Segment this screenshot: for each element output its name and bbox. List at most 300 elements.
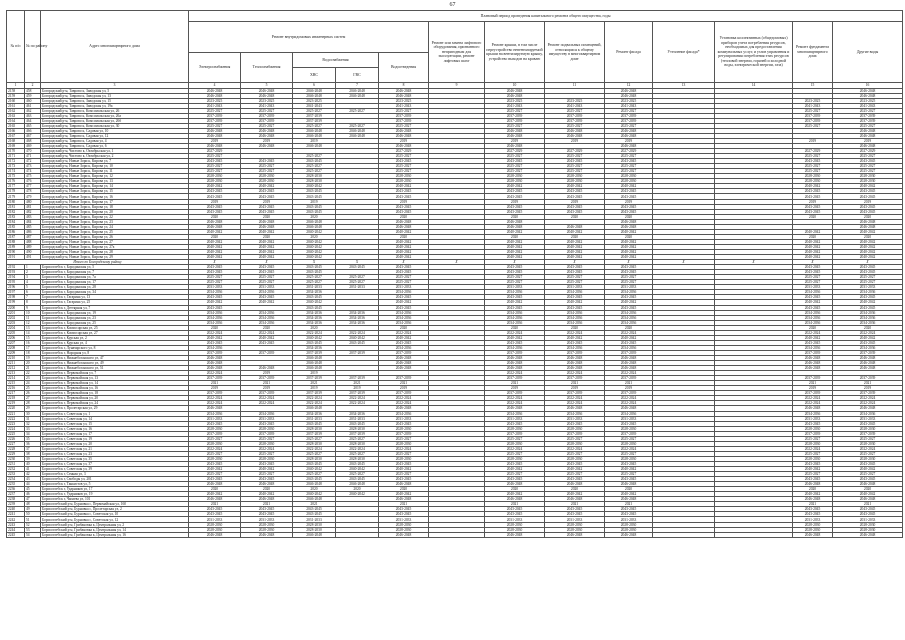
- period-cell: 2028-2030: [379, 179, 429, 184]
- period-cell: 2028-2030: [833, 522, 903, 527]
- period-cell: 2043-2045: [793, 265, 833, 270]
- row-number-cell: 2243: [7, 522, 25, 527]
- district-number-cell: 479: [25, 194, 41, 199]
- period-cell: 2020: [485, 214, 545, 219]
- period-cell: 2034-2036: [793, 320, 833, 325]
- period-cell: 2023-2025: [793, 98, 833, 103]
- period-cell: 2040-2042: [293, 184, 336, 189]
- period-cell: 2040-2042: [293, 255, 336, 260]
- address-cell: Богородский р-н, Новые Зори к, Кирова ул, 12: [41, 174, 189, 179]
- address-cell: Борисоглебск г, Нижнебоганского ул, 51: [41, 366, 189, 371]
- period-cell: 2040-2042: [336, 492, 379, 497]
- period-cell: 2046-2048: [293, 406, 336, 411]
- period-cell: 2046-2048: [241, 144, 293, 149]
- period-cell: 2031-2033: [293, 416, 336, 421]
- period-cell: 2040-2042: [189, 244, 241, 249]
- period-cell: 2043-2045: [241, 270, 293, 275]
- period-cell: 2028-2030: [485, 456, 545, 461]
- period-cell: 2028-2030: [485, 174, 545, 179]
- period-cell: 2022-2024: [189, 330, 241, 335]
- period-cell: 2040-2042: [545, 229, 605, 234]
- period-cell: 2020: [793, 234, 833, 239]
- period-cell: 2020: [793, 325, 833, 330]
- period-cell: 2043-2045: [485, 305, 545, 310]
- row-number-cell: 2176: [7, 179, 25, 184]
- period-cell: 2046-2048: [379, 532, 429, 537]
- period-cell: 2027-2029: [545, 149, 605, 154]
- period-cell: 2025-2027: [545, 108, 605, 113]
- district-number-cell: 24: [25, 381, 41, 386]
- row-number-cell: 2191: [7, 255, 25, 260]
- period-cell: 2022-2024: [605, 330, 653, 335]
- period-cell: 2046-2048: [189, 355, 241, 360]
- period-cell: 2028-2030: [605, 179, 653, 184]
- period-cell: 2040-2042: [605, 239, 653, 244]
- row-number-cell: 2199: [7, 300, 25, 305]
- period-cell: 2040-2042: [293, 335, 336, 340]
- period-cell: 2046-2048: [605, 219, 653, 224]
- period-cell: 2025-2027: [793, 275, 833, 280]
- period-cell: 2043-2045: [485, 340, 545, 345]
- period-cell: 2043-2045: [379, 421, 429, 426]
- period-cell: 2037-2039: [605, 431, 653, 436]
- period-cell: 2019: [793, 386, 833, 391]
- period-cell: 2027-2029: [793, 149, 833, 154]
- period-cell: 2022-2024: [485, 371, 545, 376]
- period-cell: 2040-2042: [241, 184, 293, 189]
- period-cell: 2031-2033: [485, 285, 545, 290]
- period-cell: 2028-2030: [485, 527, 545, 532]
- row-number-cell: 2222: [7, 416, 25, 421]
- row-number-cell: 2209: [7, 350, 25, 355]
- period-cell: 2028-2030: [545, 426, 605, 431]
- period-cell: 2025-2027: [189, 280, 241, 285]
- address-cell: Богородский р-н, Новые Зори к, Кирова ул, 26: [41, 234, 189, 239]
- period-cell: 2043-2045: [379, 295, 429, 300]
- period-cell: 2040-2042: [833, 244, 903, 249]
- period-cell: 2046-2048: [833, 219, 903, 224]
- row-number-cell: 2226: [7, 436, 25, 441]
- address-cell: Богородский р-н, Новые Зори к, Кирова ул, 10: [41, 164, 189, 169]
- period-cell: 2034-2036: [605, 310, 653, 315]
- column-number-cell: 2: [25, 83, 41, 89]
- period-cell: 2025-2027: [545, 451, 605, 456]
- district-number-cell: 21: [25, 366, 41, 371]
- period-cell: 2034-2036: [241, 290, 293, 295]
- period-cell: 2034-2036: [379, 345, 429, 350]
- period-cell: 2020: [833, 234, 903, 239]
- period-cell: 2040-2042: [605, 244, 653, 249]
- period-cell: 2046-2048: [793, 361, 833, 366]
- period-cell: 2028-2030: [336, 426, 379, 431]
- engineering-systems-header: Ремонт внутридомовых инженерных систем: [189, 22, 429, 53]
- district-number-cell: 14: [25, 330, 41, 335]
- address-cell: Богородский р-н, Новые Зори к, Кирова ул, 25: [41, 229, 189, 234]
- period-cell: 2034-2036: [485, 310, 545, 315]
- period-cell: 2037-2039: [293, 376, 336, 381]
- address-cell: Борисоглебск г, Комиссарская ул, 25: [41, 325, 189, 330]
- period-cell: 2021: [793, 502, 833, 507]
- period-cell: 2043-2045: [241, 512, 293, 517]
- period-cell: 2040-2042: [605, 184, 653, 189]
- district-number-cell: 6: [25, 290, 41, 295]
- row-number-cell: 2216: [7, 386, 25, 391]
- period-cell: 2025-2027: [189, 436, 241, 441]
- subtotal-mark: X: [545, 260, 605, 265]
- period-cell: 2043-2045: [293, 189, 336, 194]
- row-number-cell: 2218: [7, 396, 25, 401]
- period-cell: 2037-2039: [605, 350, 653, 355]
- address-cell: Борисоглебск г, Пролетарская ул, 29: [41, 406, 189, 411]
- district-number-cell: 20: [25, 361, 41, 366]
- period-cell: 2020: [485, 487, 545, 492]
- address-cell: Борисоглебск г, Ударников ул, 17: [41, 487, 189, 492]
- district-number-cell: 471: [25, 154, 41, 159]
- period-cell: 2043-2045: [485, 189, 545, 194]
- period-cell: 2040-2042: [793, 335, 833, 340]
- address-cell: Борисоглебск г, Гагарина ул, 25: [41, 300, 189, 305]
- period-cell: 2019: [605, 199, 653, 204]
- address-cell: Борисоглебск г, Советская ул, 17: [41, 431, 189, 436]
- period-cell: 2020: [379, 234, 429, 239]
- period-cell: 2043-2045: [189, 204, 241, 209]
- row-number-cell: 2235: [7, 482, 25, 487]
- row-number-cell: 2240: [7, 507, 25, 512]
- period-cell: 2043-2045: [241, 159, 293, 164]
- period-cell: 2037-2039: [545, 113, 605, 118]
- period-cell: 2037-2039: [485, 113, 545, 118]
- period-cell: 2022-2024: [379, 446, 429, 451]
- period-cell: 2043-2045: [545, 461, 605, 466]
- district-number-cell: 39: [25, 456, 41, 461]
- column-number-cell: 16: [833, 83, 903, 89]
- district-number-cell: 15: [25, 335, 41, 340]
- period-cell: 2028-2030: [833, 426, 903, 431]
- period-cell: 2043-2045: [545, 507, 605, 512]
- period-cell: 2037-2039: [793, 431, 833, 436]
- period-cell: 2025-2027: [605, 154, 653, 159]
- district-number-cell: 47: [25, 497, 41, 502]
- address-cell: Борисоглебский р-н, Грибановка к, Центральная ул, 2: [41, 522, 189, 527]
- period-cell: 2022-2024: [833, 401, 903, 406]
- period-cell: 2019: [485, 386, 545, 391]
- period-cell: 2022-2024: [485, 401, 545, 406]
- address-cell: Богородский р-н, Новые Зори к, Кирова ул, 27а: [41, 244, 189, 249]
- period-cell: 2037-2039: [241, 376, 293, 381]
- period-cell: 2028-2030: [833, 456, 903, 461]
- row-number-cell: 2188: [7, 239, 25, 244]
- row-number-cell: 2242: [7, 517, 25, 522]
- period-cell: 2028-2030: [833, 179, 903, 184]
- period-cell: 2019: [833, 386, 903, 391]
- elevators-header: Ремонт или замена лифтового оборудования, признанного непригодным для эксплуатации, ремонт лифтовых шахт: [429, 22, 485, 83]
- period-cell: 2040-2042: [793, 184, 833, 189]
- period-cell: 2025-2027: [189, 451, 241, 456]
- period-cell: 2037-2039: [833, 391, 903, 396]
- row-number-cell: 2220: [7, 406, 25, 411]
- period-cell: 2028-2030: [605, 441, 653, 446]
- row-number-cell: 2215: [7, 381, 25, 386]
- period-cell: 2037-2039: [793, 113, 833, 118]
- period-cell: 2020: [189, 214, 241, 219]
- period-cell: 2040-2042: [241, 239, 293, 244]
- address-cell: Борисоглебск г, Советская ул, 23: [41, 451, 189, 456]
- address-cell: Борисоглебск г, Первомайская ул, 13: [41, 376, 189, 381]
- period-cell: 2020: [485, 234, 545, 239]
- page-number: 67: [449, 2, 456, 8]
- period-cell: 2031-2033: [189, 285, 241, 290]
- period-cell: 2025-2027: [189, 472, 241, 477]
- period-cell: 2043-2045: [379, 189, 429, 194]
- period-cell: 2046-2048: [545, 224, 605, 229]
- period-cell: 2037-2039: [379, 350, 429, 355]
- subtotal-mark: X: [293, 260, 336, 265]
- period-cell: 2046-2048: [545, 366, 605, 371]
- period-cell: 2028-2030: [189, 174, 241, 179]
- period-cell: 2031-2033: [189, 416, 241, 421]
- period-cell: 2046-2048: [293, 497, 336, 502]
- period-cell: 2028-2030: [793, 522, 833, 527]
- period-cell: 2037-2039: [833, 431, 903, 436]
- period-cell: 2034-2036: [545, 345, 605, 350]
- period-cell: 2021: [793, 381, 833, 386]
- period-cell: 2021: [485, 502, 545, 507]
- district-number-cell: 459: [25, 93, 41, 98]
- period-cell: 2046-2048: [379, 361, 429, 366]
- column-number-cell: 12: [605, 83, 653, 89]
- district-number-cell: 11: [25, 315, 41, 320]
- period-cell: 2043-2045: [293, 421, 336, 426]
- period-cell: 2037-2039: [379, 376, 429, 381]
- period-cell: 2025-2027: [379, 123, 429, 128]
- period-cell: 2027-2029: [379, 149, 429, 154]
- period-cell: 2025-2027: [605, 436, 653, 441]
- period-cell: 2040-2042: [793, 467, 833, 472]
- period-cell: 2043-2045: [189, 159, 241, 164]
- period-cell: 2040-2042: [189, 467, 241, 472]
- period-cell: 2040-2042: [833, 184, 903, 189]
- district-number-cell: 490: [25, 250, 41, 255]
- row-number-cell: 2207: [7, 340, 25, 345]
- period-cell: 2034-2036: [336, 411, 379, 416]
- period-cell: 2040-2042: [189, 300, 241, 305]
- district-number-cell: 461: [25, 103, 41, 108]
- period-cell: 2025-2027: [293, 169, 336, 174]
- period-cell: 2031-2033: [545, 416, 605, 421]
- period-cell: 2028-2030: [189, 522, 241, 527]
- period-cell: 2034-2036: [379, 310, 429, 315]
- address-cell: Борисоглебск г, Бородинская ул, 7а: [41, 275, 189, 280]
- period-cell: 2046-2048: [485, 224, 545, 229]
- period-cell: 2034-2036: [545, 315, 605, 320]
- period-cell: 2046-2048: [793, 497, 833, 502]
- period-cell: 2043-2045: [379, 507, 429, 512]
- period-cell: 2037-2039: [336, 431, 379, 436]
- period-cell: 2043-2045: [189, 507, 241, 512]
- row-number-cell: 2166: [7, 128, 25, 133]
- subtotal-mark: X: [336, 260, 379, 265]
- period-cell: 2031-2033: [336, 285, 379, 290]
- period-cell: 2046-2048: [241, 128, 293, 133]
- period-cell: 2025-2027: [379, 451, 429, 456]
- period-cell: 2043-2045: [793, 194, 833, 199]
- district-number-cell: 29: [25, 406, 41, 411]
- row-number-cell: 2217: [7, 391, 25, 396]
- district-number-cell: 44: [25, 482, 41, 487]
- period-cell: 2040-2042: [336, 467, 379, 472]
- period-cell: 2043-2045: [336, 461, 379, 466]
- period-cell: 2020: [293, 214, 336, 219]
- period-cell: 2043-2045: [485, 194, 545, 199]
- period-cell: 2034-2036: [293, 310, 336, 315]
- period-cell: 2043-2045: [189, 209, 241, 214]
- district-number-cell: 482: [25, 209, 41, 214]
- period-cell: 2028-2030: [241, 426, 293, 431]
- district-number-cell: 34: [25, 431, 41, 436]
- heating-header: Теплоснабжения: [241, 53, 293, 83]
- period-cell: 2046-2048: [336, 128, 379, 133]
- address-cell: Борисоглебск г, Первомайская ул, 18: [41, 391, 189, 396]
- address-cell: Богородский р-н, Новые Зори к, Кирова ул, 14: [41, 184, 189, 189]
- period-cell: 2046-2048: [241, 133, 293, 138]
- period-cell: 2021: [189, 502, 241, 507]
- period-cell: 2046-2048: [833, 144, 903, 149]
- period-cell: 2046-2048: [293, 532, 336, 537]
- address-cell: Борисоглебск г, Народная ул, 8: [41, 350, 189, 355]
- period-cell: 2040-2042: [241, 244, 293, 249]
- period-cell: 2025-2027: [605, 472, 653, 477]
- period-cell: 2022-2024: [379, 396, 429, 401]
- period-cell: 2043-2045: [379, 194, 429, 199]
- period-cell: 2046-2048: [379, 482, 429, 487]
- period-cell: 2037-2039: [189, 118, 241, 123]
- period-cell: 2023-2025: [605, 98, 653, 103]
- col-no-header: № п/п: [7, 11, 25, 83]
- period-cell: 2043-2045: [485, 421, 545, 426]
- period-cell: 2040-2042: [485, 229, 545, 234]
- period-cell: 2022-2024: [293, 396, 336, 401]
- period-cell: 2040-2042: [241, 335, 293, 340]
- period-cell: 2031-2033: [379, 285, 429, 290]
- subtotal-mark: X: [379, 260, 429, 265]
- period-cell: 2046-2048: [833, 497, 903, 502]
- col-no-district-header: № по району: [25, 11, 41, 83]
- address-cell: Борисоглебский р-н, Грибановка к, Центральная ул, 16: [41, 532, 189, 537]
- period-cell: 2025-2027: [336, 108, 379, 113]
- period-cell: 2046-2048: [293, 355, 336, 360]
- period-cell: 2025-2027: [189, 164, 241, 169]
- district-number-cell: 33: [25, 426, 41, 431]
- period-cell: 2037-2039: [833, 350, 903, 355]
- period-cell: 2046-2048: [545, 361, 605, 366]
- period-cell: 2034-2036: [605, 320, 653, 325]
- period-cell: 2041-2043: [379, 103, 429, 108]
- period-cell: 2028-2030: [793, 179, 833, 184]
- period-cell: 2025-2027: [293, 436, 336, 441]
- period-cell: 2043-2045: [833, 477, 903, 482]
- row-number-cell: 2214: [7, 376, 25, 381]
- district-number-cell: 28: [25, 401, 41, 406]
- period-cell: 2022-2024: [293, 401, 336, 406]
- row-number-cell: 2185: [7, 224, 25, 229]
- period-cell: 2025-2027: [485, 123, 545, 128]
- period-cell: 2022-2024: [336, 396, 379, 401]
- period-cell: 2043-2045: [605, 461, 653, 466]
- district-number-cell: 23: [25, 376, 41, 381]
- period-cell: 2037-2039: [485, 118, 545, 123]
- period-cell: 2046-2048: [379, 88, 429, 93]
- period-cell: 2034-2036: [293, 320, 336, 325]
- period-cell: 2043-2045: [293, 265, 336, 270]
- period-cell: 2022-2024: [545, 371, 605, 376]
- period-cell: 2046-2048: [605, 144, 653, 149]
- period-cell: 2025-2027: [189, 123, 241, 128]
- period-cell: 2019: [189, 386, 241, 391]
- row-number-cell: 2174: [7, 169, 25, 174]
- period-cell: 2040-2042: [833, 300, 903, 305]
- period-cell: 2041-2043: [241, 103, 293, 108]
- period-cell: 2022-2024: [241, 401, 293, 406]
- period-cell: 2037-2039: [293, 431, 336, 436]
- period-cell: 2043-2045: [189, 421, 241, 426]
- period-cell: 2037-2039: [189, 350, 241, 355]
- period-cell: 2040-2042: [379, 239, 429, 244]
- period-cell: 2040-2042: [189, 229, 241, 234]
- period-cell: 2025-2027: [485, 451, 545, 456]
- period-cell: 2034-2036: [485, 315, 545, 320]
- period-cell: 2034-2036: [189, 315, 241, 320]
- period-cell: 2040-2042: [833, 239, 903, 244]
- period-cell: 2025-2027: [793, 169, 833, 174]
- row-number-cell: 2236: [7, 487, 25, 492]
- row-number-cell: 2230: [7, 456, 25, 461]
- period-cell: 2023-2025: [833, 98, 903, 103]
- period-cell: 2025-2027: [241, 280, 293, 285]
- period-cell: 2034-2036: [545, 290, 605, 295]
- period-cell: 2025-2027: [545, 169, 605, 174]
- period-cell: 2025-2027: [293, 451, 336, 456]
- period-cell: 2040-2042: [545, 300, 605, 305]
- address-cell: Борисоглебск г, Нижнебоганского ул, 49: [41, 361, 189, 366]
- district-number-cell: 468: [25, 138, 41, 143]
- period-cell: 2046-2048: [379, 144, 429, 149]
- period-cell: 2040-2042: [241, 492, 293, 497]
- period-cell: 2028-2030: [485, 441, 545, 446]
- address-cell: Борисоглебск г, Свободы ул, 201: [41, 477, 189, 482]
- period-cell: 2046-2048: [485, 406, 545, 411]
- period-cell: 2028-2030: [241, 441, 293, 446]
- district-number-cell: 470: [25, 149, 41, 154]
- district-number-cell: 17: [25, 345, 41, 350]
- period-cell: 2046-2048: [379, 366, 429, 371]
- row-number-cell: 2208: [7, 345, 25, 350]
- row-number-cell: 2161: [7, 103, 25, 108]
- period-cell: 2031-2033: [241, 416, 293, 421]
- period-cell: 2046-2048: [485, 133, 545, 138]
- period-cell: 2031-2033: [793, 416, 833, 421]
- period-cell: 2037-2039: [293, 391, 336, 396]
- facade-insulation-header: Утепление фасада*: [653, 22, 715, 83]
- period-cell: 2025-2027: [485, 169, 545, 174]
- period-cell: 2041-2043: [833, 103, 903, 108]
- period-cell: 2046-2048: [485, 93, 545, 98]
- period-cell: 2025-2027: [379, 436, 429, 441]
- period-cell: 2034-2036: [793, 345, 833, 350]
- period-cell: 2034-2036: [833, 345, 903, 350]
- water-header: Водоснабжения: [293, 53, 379, 68]
- period-cell: 2034-2036: [485, 411, 545, 416]
- period-cell: 2037-2039: [485, 391, 545, 396]
